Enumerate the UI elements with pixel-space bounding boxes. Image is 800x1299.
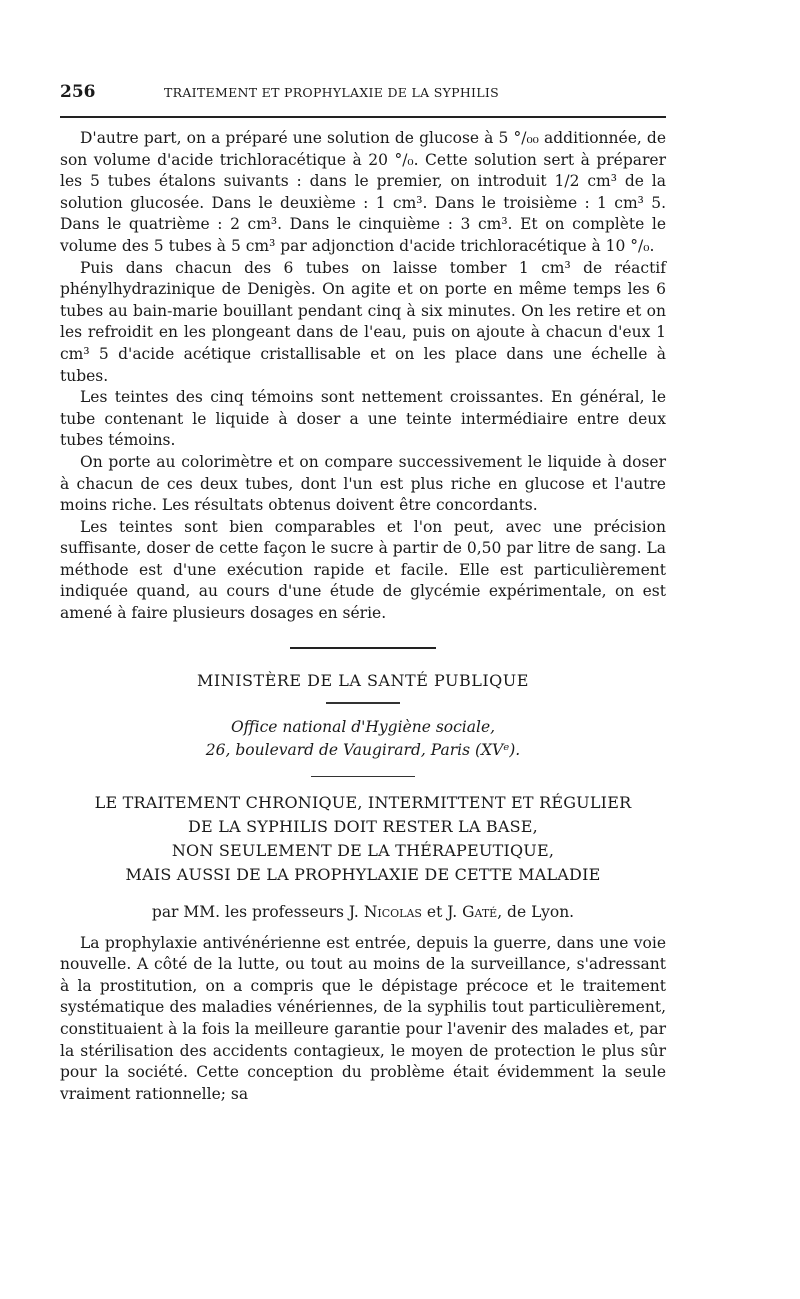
- header-rule: [60, 116, 666, 118]
- byline-middle: et J.: [426, 902, 458, 921]
- author-nicolas: Nicolas: [363, 902, 422, 921]
- byline: [60, 903, 666, 921]
- paragraph: D'autre part, on a préparé une solution de glucose à 5 °/₀₀ additionnée, de son volume d'acide trichloracétique à 20 °/₀. Cette solution sert à préparer les 5 tubes étalons suivants : dans le premier, on introduit 1/2 cm³ de la solution glucosée. Dans le deuxième : 1 cm³. Dans le troisième : 1 cm³ 5. Dans le quatrième : 2 cm³. Dans le cinquième : 3 cm³. Et on complète le volume des 5 tubes à 5 cm³ par adjonction d'acide trichloracétique à 10 °/₀.: [60, 129, 666, 255]
- ministry-rule: [326, 702, 400, 704]
- title-line: NON SEULEMENT DE LA THÉRAPEUTIQUE,: [171, 840, 555, 860]
- office-rule: [311, 776, 415, 777]
- paragraph: Les teintes sont bien comparables et l'on peut, avec une précision suffisante, doser de cette façon le sucre à partir de 0,50 par litre de sang. La méthode est d'une exécution rapide et facile. Elle est particulièrement indiquée quand, au cours d'une étude de glycémie expérimentale, on est amené à faire plusieurs dosages en série.: [60, 517, 666, 623]
- byline-suffix: , de Lyon.: [497, 902, 575, 921]
- title-line: MAIS AUSSI DE LA PROPHYLAXIE DE CETTE MALADIE: [125, 864, 601, 884]
- running-header: [60, 82, 666, 106]
- paragraph: Puis dans chacun des 6 tubes on laisse tomber 1 cm³ de réactif phénylhydrazinique de Denigès. On agite et on porte en même temps les 6 tubes au bain-marie bouillant pendant cinq à six minutes. On les retire et on les refroidit en les plongeant dans de l'eau, puis on ajoute à chacun d'eux 1 cm³ 5 d'acide acétique cristallisable et on les place dans une échelle à tubes.: [60, 258, 666, 385]
- office-name: Office national d'Hygiène sociale,: [230, 717, 496, 736]
- byline-prefix: par MM. les professeurs J.: [151, 902, 359, 921]
- title-line: DE LA SYPHILIS DOIT RESTER LA BASE,: [188, 816, 538, 836]
- paragraph: Les teintes des cinq témoins sont nettement croissantes. En général, le tube contenant le liquide à doser a une teinte intermédiaire entre deux tubes témoins.: [60, 388, 666, 450]
- office-street: 26, boulevard de Vaugirard, Paris (XVᵉ).: [205, 740, 521, 759]
- section-separator: [290, 647, 436, 649]
- book-page: [60, 82, 666, 1105]
- ministry-heading: MINISTÈRE DE LA SANTÉ PUBLIQUE: [197, 670, 529, 690]
- paragraph: On porte au colorimètre et on compare successivement le liquide à doser à chacun de ces deux tubes, dont l'un est plus riche en glucose et l'autre moins riche. Les résultats obtenus doivent être concordants.: [60, 452, 666, 515]
- article-title: [60, 791, 666, 887]
- running-header-title: TRAITEMENT ET PROPHYLAXIE DE LA SYPHILIS: [164, 85, 499, 100]
- office-address: [60, 716, 666, 762]
- author-gate: Gaté: [462, 902, 498, 921]
- title-line: LE TRAITEMENT CHRONIQUE, INTERMITTENT ET RÉGULIER: [94, 792, 632, 812]
- article-body: [60, 933, 666, 1106]
- page-number: 256: [60, 82, 96, 102]
- paragraph: La prophylaxie antivénérienne est entrée, depuis la guerre, dans une voie nouvelle. A côté de la lutte, ou tout au moins de la surveillance, s'adressant à la prostitution, on a compris que le dépistage précoce et le traitement systématique des maladies vénériennes, de la syphilis tout particulièrement, constituaient à la fois la meilleure garantie pour l'avenir des malades et, par la stérilisation des accidents contagieux, le moyen de protection le plus sûr pour la société. Cette conception du problème était évidemment la seule vraiment rationnelle; sa: [60, 933, 666, 1103]
- previous-article-text: [60, 128, 666, 625]
